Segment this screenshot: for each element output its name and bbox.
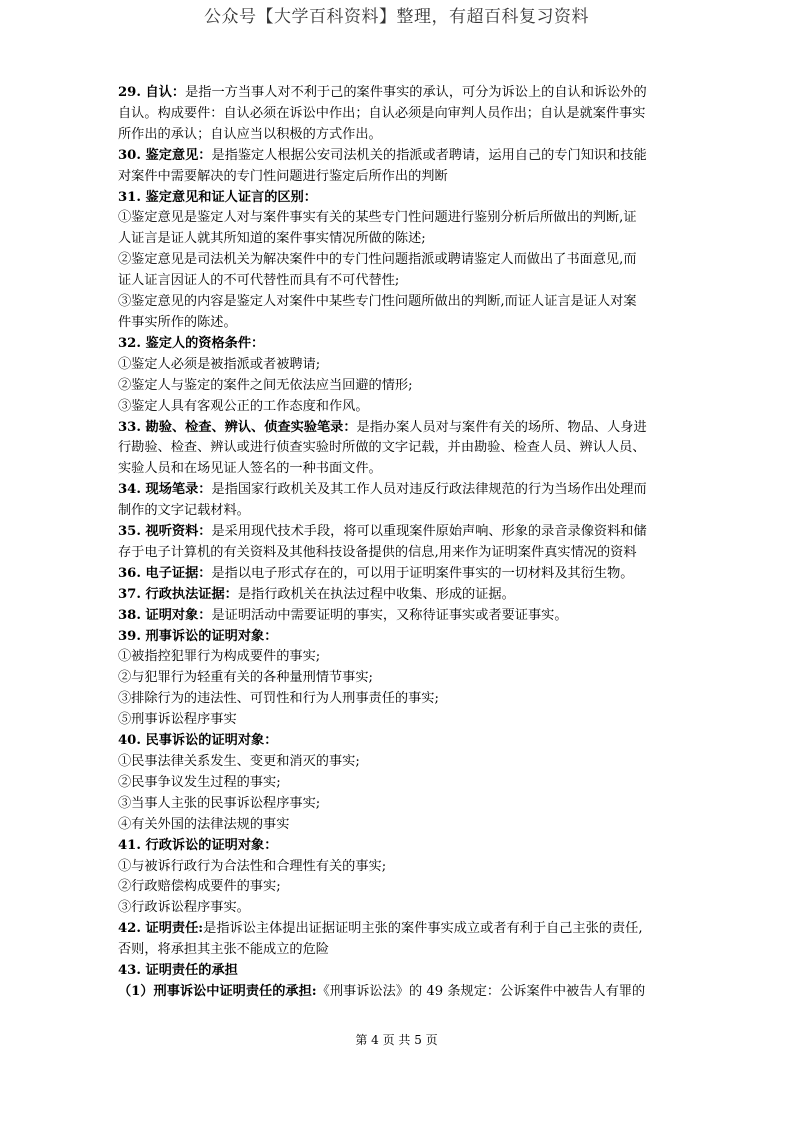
text-line bbox=[118, 836, 678, 857]
body-text: 是指诉讼主体提出证据证明主张的案件事实成立或者有利于自己主张的责任, bbox=[203, 921, 643, 937]
term-label: 32. 鉴定人的资格条件： bbox=[118, 335, 265, 351]
text-line bbox=[118, 647, 678, 668]
body-text: 自认。构成要件：自认必须在诉讼中作出；自认必须是向审判人员作出；自认是就案件事实 bbox=[118, 105, 646, 121]
text-line bbox=[118, 355, 678, 376]
text-line bbox=[118, 606, 678, 627]
body-text: ①与被诉行政行为合法性和合理性有关的事实; bbox=[118, 858, 387, 874]
text-line bbox=[118, 146, 678, 167]
text-line bbox=[118, 271, 678, 292]
text-line bbox=[118, 397, 678, 418]
body-text: 《刑事诉讼法》的 49 条规定：公诉案件中被告人有罪的 bbox=[316, 983, 646, 999]
body-text: 是指国家行政机关及其工作人员对违反行政法律规范的行为当场作出处理而 bbox=[211, 482, 647, 498]
term-label: 31. 鉴定意见和证人证言的区别： bbox=[118, 189, 317, 205]
body-text: 证人证言因证人的不可代替性而具有不可代替性; bbox=[118, 273, 400, 289]
term-label: 38. 证明对象： bbox=[118, 607, 212, 623]
body-text: 是指一方当事人对不利于己的案件事实的承认，可分为诉讼上的自认和诉讼外的 bbox=[185, 85, 647, 100]
text-line bbox=[118, 313, 678, 334]
body-text: ①鉴定人必须是被指派或者被聘请; bbox=[118, 356, 321, 372]
body-text: ②民事争议发生过程的事实; bbox=[118, 774, 281, 790]
term-label: 39. 刑事诉讼的证明对象： bbox=[118, 628, 278, 644]
text-line bbox=[118, 104, 678, 125]
text-line bbox=[118, 208, 678, 229]
text-line bbox=[118, 627, 678, 648]
term-label: 30. 鉴定意见： bbox=[118, 147, 212, 163]
body-text: 人证言是证人就其所知道的案件事实情况所做的陈述; bbox=[118, 231, 426, 247]
text-line bbox=[118, 752, 678, 773]
term-label: 36. 电子证据： bbox=[118, 565, 212, 581]
body-text: 件事实所作的陈述。 bbox=[118, 314, 237, 330]
body-text: ③排除行为的违法性、可罚性和行为人刑事责任的事实; bbox=[118, 691, 439, 707]
text-line bbox=[118, 982, 678, 1003]
text-line bbox=[118, 543, 678, 564]
document-body bbox=[118, 83, 678, 1003]
body-text: ②行政赔偿构成要件的事实; bbox=[118, 879, 281, 895]
text-line bbox=[118, 480, 678, 501]
body-text: ④有关外国的法律法规的事实 bbox=[118, 816, 290, 832]
text-line bbox=[118, 877, 678, 898]
text-line bbox=[118, 564, 678, 585]
text-line bbox=[118, 292, 678, 313]
body-text: ③鉴定人具有客观公正的工作态度和作风。 bbox=[118, 398, 369, 414]
body-text: 是指以电子形式存在的，可以用于证明案件事实的一切材料及其衍生物。 bbox=[211, 565, 634, 581]
text-line bbox=[118, 898, 678, 919]
body-text: 是指鉴定人根据公安司法机关的指派或者聘请，运用自己的专门知识和技能 bbox=[211, 147, 647, 163]
header-watermark: 公众号【大学百科资料】整理，有超百科复习资料 bbox=[204, 7, 589, 27]
term-label: 42. 证明责任: bbox=[118, 921, 204, 937]
text-line bbox=[118, 250, 678, 271]
term-label: 37. 行政执法证据： bbox=[118, 586, 238, 602]
term-label: 33. 勘验、检查、辨认、侦查实验笔录： bbox=[118, 419, 357, 435]
text-line bbox=[118, 418, 678, 439]
page-footer: 第 4 页 共 5 页 bbox=[355, 1033, 438, 1047]
body-text: 否则，将承担其主张不能成立的危险 bbox=[118, 942, 329, 958]
text-line bbox=[118, 334, 678, 355]
body-text: ②鉴定意见是司法机关为解决案件中的专门性问题指派或聘请鉴定人而做出了书面意见,而 bbox=[118, 252, 637, 268]
body-text: ②鉴定人与鉴定的案件之间无依法应当回避的情形; bbox=[118, 377, 413, 393]
term-label: 40. 民事诉讼的证明对象： bbox=[118, 733, 278, 749]
body-text: 制作的文字记载材料。 bbox=[118, 503, 250, 519]
text-line bbox=[118, 459, 678, 480]
text-line bbox=[118, 961, 678, 982]
body-text: ①鉴定意见是鉴定人对与案件事实有关的某些专门性问题进行鉴别分析后所做出的判断,证 bbox=[118, 210, 637, 226]
text-line bbox=[118, 229, 678, 250]
text-line bbox=[118, 773, 678, 794]
term-label: 43. 证明责任的承担 bbox=[118, 963, 238, 979]
text-line bbox=[118, 376, 678, 397]
text-line bbox=[118, 167, 678, 188]
body-text: 是指行政机关在执法过程中收集、形成的证据。 bbox=[237, 586, 515, 602]
body-text: ③当事人主张的民事诉讼程序事实; bbox=[118, 795, 321, 811]
body-text: 存于电子计算机的有关资料及其他科技设备提供的信息,用来作为证明案件真实情况的资料 bbox=[118, 544, 637, 560]
body-text: 是证明活动中需要证明的事实，又称待证事实或者要证事实。 bbox=[211, 607, 568, 623]
body-text: 是指办案人员对与案件有关的场所、物品、人身进 bbox=[356, 419, 647, 435]
body-text: ②与犯罪行为轻重有关的各种量刑情节事实; bbox=[118, 670, 374, 686]
text-line bbox=[118, 188, 678, 209]
body-text: 是采用现代技术手段，将可以重现案件原始声响、形象的录音录像资料和储 bbox=[211, 524, 647, 540]
text-line bbox=[118, 83, 678, 104]
text-line bbox=[118, 522, 678, 543]
body-text: 对案件中需要解决的专门性问题进行鉴定后所作出的判断 bbox=[118, 168, 448, 184]
text-line bbox=[118, 125, 678, 146]
term-label: 35. 视听资料： bbox=[118, 524, 212, 540]
body-text: 所作出的承认；自认应当以积极的方式作出。 bbox=[118, 126, 382, 142]
text-line bbox=[118, 815, 678, 836]
text-line bbox=[118, 438, 678, 459]
term-label: （1）刑事诉讼中证明责任的承担: bbox=[118, 983, 317, 999]
text-line bbox=[118, 585, 678, 606]
text-line bbox=[118, 940, 678, 961]
text-line bbox=[118, 689, 678, 710]
body-text: ③行政诉讼程序事实。 bbox=[118, 900, 250, 916]
text-line bbox=[118, 668, 678, 689]
text-line bbox=[118, 794, 678, 815]
body-text: ③鉴定意见的内容是鉴定人对案件中某些专门性问题所做出的判断,而证人证言是证人对案 bbox=[118, 294, 637, 310]
term-label: 34. 现场笔录： bbox=[118, 482, 212, 498]
body-text: ①被指控犯罪行为构成要件的事实; bbox=[118, 649, 321, 665]
text-line bbox=[118, 857, 678, 878]
body-text: ⑤刑事诉讼程序事实 bbox=[118, 712, 237, 728]
body-text: 实验人员和在场见证人签名的一种书面文件。 bbox=[118, 461, 382, 477]
text-line bbox=[118, 501, 678, 522]
text-line bbox=[118, 710, 678, 731]
text-line bbox=[118, 919, 678, 940]
body-text: ①民事法律关系发生、变更和消灭的事实; bbox=[118, 754, 360, 769]
body-text: 行勘验、检查、辨认或进行侦查实验时所做的文字记载，并由勘验、检查人员、辨认人员、 bbox=[118, 440, 646, 456]
term-label: 41. 行政诉讼的证明对象： bbox=[118, 837, 278, 853]
text-line bbox=[118, 731, 678, 752]
term-label: 29. 自认： bbox=[118, 85, 186, 100]
